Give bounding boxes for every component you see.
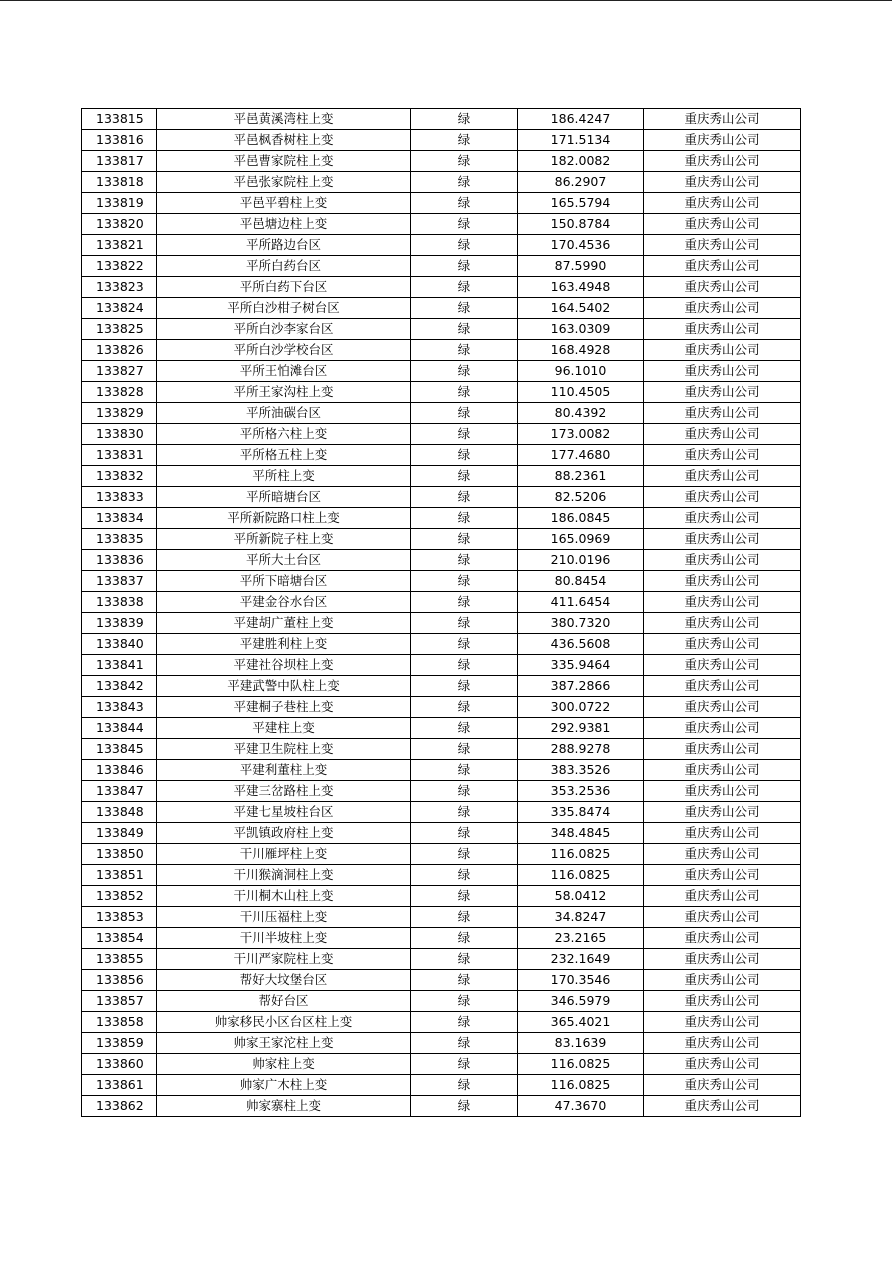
cell-value: 173.0082 [518, 424, 644, 445]
cell-company: 重庆秀山公司 [644, 1096, 801, 1117]
cell-id: 133840 [82, 634, 157, 655]
cell-name: 平所新院路口柱上变 [157, 508, 411, 529]
cell-type: 绿 [411, 256, 518, 277]
cell-value: 165.5794 [518, 193, 644, 214]
table-row [82, 109, 801, 130]
cell-company: 重庆秀山公司 [644, 382, 801, 403]
cell-company: 重庆秀山公司 [644, 256, 801, 277]
cell-name: 平所新院子柱上变 [157, 529, 411, 550]
cell-name: 平建七星坡柱台区 [157, 802, 411, 823]
table-row [82, 676, 801, 697]
cell-company: 重庆秀山公司 [644, 655, 801, 676]
cell-id: 133847 [82, 781, 157, 802]
cell-name: 平所白沙学校台区 [157, 340, 411, 361]
table-row [82, 424, 801, 445]
cell-id: 133838 [82, 592, 157, 613]
cell-type: 绿 [411, 592, 518, 613]
cell-type: 绿 [411, 865, 518, 886]
table-row [82, 487, 801, 508]
cell-name: 平建社谷坝柱上变 [157, 655, 411, 676]
cell-value: 288.9278 [518, 739, 644, 760]
cell-id: 133817 [82, 151, 157, 172]
cell-name: 平所白沙柑子树台区 [157, 298, 411, 319]
cell-company: 重庆秀山公司 [644, 676, 801, 697]
cell-value: 80.8454 [518, 571, 644, 592]
cell-type: 绿 [411, 928, 518, 949]
cell-id: 133851 [82, 865, 157, 886]
cell-name: 平所格六柱上变 [157, 424, 411, 445]
cell-company: 重庆秀山公司 [644, 445, 801, 466]
table-row [82, 403, 801, 424]
table-body [82, 109, 801, 1117]
cell-company: 重庆秀山公司 [644, 508, 801, 529]
table-row [82, 445, 801, 466]
cell-value: 88.2361 [518, 466, 644, 487]
cell-id: 133850 [82, 844, 157, 865]
cell-name: 帅家寨柱上变 [157, 1096, 411, 1117]
cell-company: 重庆秀山公司 [644, 340, 801, 361]
cell-type: 绿 [411, 1096, 518, 1117]
cell-name: 平邑塘边柱上变 [157, 214, 411, 235]
table-row [82, 949, 801, 970]
table-row [82, 256, 801, 277]
cell-type: 绿 [411, 823, 518, 844]
cell-type: 绿 [411, 802, 518, 823]
cell-type: 绿 [411, 613, 518, 634]
cell-company: 重庆秀山公司 [644, 592, 801, 613]
cell-type: 绿 [411, 445, 518, 466]
table-row [82, 655, 801, 676]
cell-value: 346.5979 [518, 991, 644, 1012]
cell-value: 365.4021 [518, 1012, 644, 1033]
cell-type: 绿 [411, 424, 518, 445]
cell-id: 133857 [82, 991, 157, 1012]
cell-value: 150.8784 [518, 214, 644, 235]
cell-name: 平建武警中队柱上变 [157, 676, 411, 697]
cell-type: 绿 [411, 718, 518, 739]
cell-type: 绿 [411, 676, 518, 697]
cell-company: 重庆秀山公司 [644, 718, 801, 739]
cell-company: 重庆秀山公司 [644, 109, 801, 130]
cell-company: 重庆秀山公司 [644, 697, 801, 718]
cell-value: 232.1649 [518, 949, 644, 970]
cell-type: 绿 [411, 382, 518, 403]
cell-value: 23.2165 [518, 928, 644, 949]
cell-id: 133828 [82, 382, 157, 403]
cell-company: 重庆秀山公司 [644, 277, 801, 298]
cell-value: 168.4928 [518, 340, 644, 361]
cell-id: 133841 [82, 655, 157, 676]
cell-value: 116.0825 [518, 844, 644, 865]
table-row [82, 277, 801, 298]
cell-name: 平所路边台区 [157, 235, 411, 256]
table-row [82, 592, 801, 613]
cell-name: 干川猴滴洞柱上变 [157, 865, 411, 886]
cell-value: 300.0722 [518, 697, 644, 718]
cell-name: 帅家柱上变 [157, 1054, 411, 1075]
cell-name: 平邑曹家院柱上变 [157, 151, 411, 172]
cell-name: 帮好大坟堡台区 [157, 970, 411, 991]
cell-name: 平所白药下台区 [157, 277, 411, 298]
cell-name: 平所柱上变 [157, 466, 411, 487]
cell-type: 绿 [411, 235, 518, 256]
cell-name: 平凯镇政府柱上变 [157, 823, 411, 844]
cell-id: 133860 [82, 1054, 157, 1075]
table-row [82, 844, 801, 865]
cell-value: 58.0412 [518, 886, 644, 907]
cell-type: 绿 [411, 109, 518, 130]
cell-value: 165.0969 [518, 529, 644, 550]
cell-company: 重庆秀山公司 [644, 823, 801, 844]
cell-company: 重庆秀山公司 [644, 970, 801, 991]
cell-name: 平邑枫香树柱上变 [157, 130, 411, 151]
cell-type: 绿 [411, 340, 518, 361]
table-row [82, 130, 801, 151]
cell-id: 133844 [82, 718, 157, 739]
cell-company: 重庆秀山公司 [644, 634, 801, 655]
cell-type: 绿 [411, 277, 518, 298]
cell-id: 133842 [82, 676, 157, 697]
cell-name: 帅家移民小区台区柱上变 [157, 1012, 411, 1033]
table-row [82, 550, 801, 571]
cell-value: 116.0825 [518, 865, 644, 886]
table-row [82, 928, 801, 949]
cell-value: 411.6454 [518, 592, 644, 613]
cell-type: 绿 [411, 571, 518, 592]
cell-name: 平所王怕滩台区 [157, 361, 411, 382]
cell-type: 绿 [411, 214, 518, 235]
table-row [82, 235, 801, 256]
cell-value: 163.4948 [518, 277, 644, 298]
table-row [82, 697, 801, 718]
cell-id: 133819 [82, 193, 157, 214]
cell-id: 133835 [82, 529, 157, 550]
table-row [82, 214, 801, 235]
cell-name: 平建卫生院柱上变 [157, 739, 411, 760]
cell-type: 绿 [411, 193, 518, 214]
cell-id: 133820 [82, 214, 157, 235]
table-row [82, 865, 801, 886]
cell-id: 133832 [82, 466, 157, 487]
cell-name: 干川压福柱上变 [157, 907, 411, 928]
cell-value: 383.3526 [518, 760, 644, 781]
cell-value: 47.3670 [518, 1096, 644, 1117]
cell-company: 重庆秀山公司 [644, 193, 801, 214]
cell-id: 133859 [82, 1033, 157, 1054]
cell-name: 干川严家院柱上变 [157, 949, 411, 970]
cell-name: 平邑平碧柱上变 [157, 193, 411, 214]
cell-company: 重庆秀山公司 [644, 214, 801, 235]
table-row [82, 193, 801, 214]
cell-name: 平所暗塘台区 [157, 487, 411, 508]
cell-name: 平邑黄溪湾柱上变 [157, 109, 411, 130]
cell-value: 96.1010 [518, 361, 644, 382]
table-row [82, 298, 801, 319]
table-row [82, 718, 801, 739]
cell-id: 133833 [82, 487, 157, 508]
cell-id: 133837 [82, 571, 157, 592]
cell-id: 133816 [82, 130, 157, 151]
cell-name: 干川雁坪柱上变 [157, 844, 411, 865]
cell-type: 绿 [411, 298, 518, 319]
cell-id: 133861 [82, 1075, 157, 1096]
cell-name: 平邑张家院柱上变 [157, 172, 411, 193]
cell-type: 绿 [411, 970, 518, 991]
cell-company: 重庆秀山公司 [644, 886, 801, 907]
table-row [82, 970, 801, 991]
cell-value: 163.0309 [518, 319, 644, 340]
cell-value: 82.5206 [518, 487, 644, 508]
table-row [82, 1012, 801, 1033]
cell-id: 133846 [82, 760, 157, 781]
cell-value: 164.5402 [518, 298, 644, 319]
cell-company: 重庆秀山公司 [644, 739, 801, 760]
cell-id: 133848 [82, 802, 157, 823]
cell-value: 387.2866 [518, 676, 644, 697]
cell-id: 133830 [82, 424, 157, 445]
cell-id: 133826 [82, 340, 157, 361]
table-row [82, 508, 801, 529]
cell-type: 绿 [411, 508, 518, 529]
cell-name: 平所下暗塘台区 [157, 571, 411, 592]
cell-company: 重庆秀山公司 [644, 130, 801, 151]
cell-id: 133829 [82, 403, 157, 424]
cell-id: 133822 [82, 256, 157, 277]
cell-value: 210.0196 [518, 550, 644, 571]
cell-company: 重庆秀山公司 [644, 1012, 801, 1033]
cell-value: 292.9381 [518, 718, 644, 739]
table-row [82, 466, 801, 487]
table-row [82, 1054, 801, 1075]
table-row [82, 886, 801, 907]
cell-type: 绿 [411, 1054, 518, 1075]
cell-company: 重庆秀山公司 [644, 466, 801, 487]
cell-name: 平所白沙李家台区 [157, 319, 411, 340]
cell-name: 帮好台区 [157, 991, 411, 1012]
cell-id: 133825 [82, 319, 157, 340]
cell-company: 重庆秀山公司 [644, 1033, 801, 1054]
table-row [82, 319, 801, 340]
cell-type: 绿 [411, 466, 518, 487]
cell-id: 133843 [82, 697, 157, 718]
table-row [82, 1075, 801, 1096]
cell-id: 133854 [82, 928, 157, 949]
table-row [82, 571, 801, 592]
cell-type: 绿 [411, 403, 518, 424]
cell-company: 重庆秀山公司 [644, 298, 801, 319]
table-row [82, 991, 801, 1012]
cell-company: 重庆秀山公司 [644, 613, 801, 634]
cell-value: 170.3546 [518, 970, 644, 991]
cell-company: 重庆秀山公司 [644, 151, 801, 172]
cell-value: 335.9464 [518, 655, 644, 676]
cell-company: 重庆秀山公司 [644, 571, 801, 592]
cell-name: 帅家广木柱上变 [157, 1075, 411, 1096]
cell-type: 绿 [411, 634, 518, 655]
cell-name: 干川桐木山柱上变 [157, 886, 411, 907]
cell-type: 绿 [411, 781, 518, 802]
cell-name: 平建三岔路柱上变 [157, 781, 411, 802]
cell-type: 绿 [411, 1012, 518, 1033]
table-row [82, 823, 801, 844]
table-row [82, 781, 801, 802]
cell-type: 绿 [411, 1075, 518, 1096]
cell-value: 34.8247 [518, 907, 644, 928]
table-row [82, 151, 801, 172]
cell-name: 帅家王家沱柱上变 [157, 1033, 411, 1054]
cell-type: 绿 [411, 529, 518, 550]
cell-company: 重庆秀山公司 [644, 949, 801, 970]
cell-name: 平建柱上变 [157, 718, 411, 739]
cell-value: 177.4680 [518, 445, 644, 466]
cell-type: 绿 [411, 172, 518, 193]
cell-company: 重庆秀山公司 [644, 928, 801, 949]
cell-company: 重庆秀山公司 [644, 550, 801, 571]
table-row [82, 760, 801, 781]
cell-value: 80.4392 [518, 403, 644, 424]
cell-id: 133845 [82, 739, 157, 760]
table-row [82, 802, 801, 823]
cell-company: 重庆秀山公司 [644, 991, 801, 1012]
cell-id: 133824 [82, 298, 157, 319]
cell-company: 重庆秀山公司 [644, 760, 801, 781]
cell-company: 重庆秀山公司 [644, 865, 801, 886]
cell-type: 绿 [411, 991, 518, 1012]
table-row [82, 634, 801, 655]
cell-name: 平建利董柱上变 [157, 760, 411, 781]
cell-value: 186.4247 [518, 109, 644, 130]
cell-name: 平所格五柱上变 [157, 445, 411, 466]
cell-id: 133827 [82, 361, 157, 382]
table-row [82, 382, 801, 403]
cell-value: 86.2907 [518, 172, 644, 193]
cell-value: 348.4845 [518, 823, 644, 844]
cell-name: 平建胜利柱上变 [157, 634, 411, 655]
cell-type: 绿 [411, 319, 518, 340]
cell-name: 平建桐子巷柱上变 [157, 697, 411, 718]
data-table [81, 108, 801, 1117]
cell-type: 绿 [411, 886, 518, 907]
cell-name: 平所王家沟柱上变 [157, 382, 411, 403]
cell-company: 重庆秀山公司 [644, 403, 801, 424]
table-row [82, 529, 801, 550]
cell-id: 133834 [82, 508, 157, 529]
cell-id: 133839 [82, 613, 157, 634]
cell-id: 133852 [82, 886, 157, 907]
cell-name: 干川半坡柱上变 [157, 928, 411, 949]
cell-type: 绿 [411, 907, 518, 928]
cell-name: 平建金谷水台区 [157, 592, 411, 613]
cell-company: 重庆秀山公司 [644, 907, 801, 928]
cell-type: 绿 [411, 1033, 518, 1054]
table-row [82, 1096, 801, 1117]
cell-company: 重庆秀山公司 [644, 1075, 801, 1096]
cell-type: 绿 [411, 130, 518, 151]
cell-type: 绿 [411, 844, 518, 865]
cell-value: 87.5990 [518, 256, 644, 277]
page-top-border [0, 0, 892, 1]
cell-id: 133821 [82, 235, 157, 256]
cell-company: 重庆秀山公司 [644, 802, 801, 823]
cell-type: 绿 [411, 697, 518, 718]
cell-value: 83.1639 [518, 1033, 644, 1054]
cell-value: 436.5608 [518, 634, 644, 655]
cell-id: 133836 [82, 550, 157, 571]
table-row [82, 613, 801, 634]
cell-company: 重庆秀山公司 [644, 424, 801, 445]
cell-value: 186.0845 [518, 508, 644, 529]
table-row [82, 1033, 801, 1054]
table-row [82, 172, 801, 193]
cell-id: 133815 [82, 109, 157, 130]
cell-company: 重庆秀山公司 [644, 1054, 801, 1075]
cell-company: 重庆秀山公司 [644, 361, 801, 382]
cell-value: 335.8474 [518, 802, 644, 823]
cell-id: 133856 [82, 970, 157, 991]
cell-value: 110.4505 [518, 382, 644, 403]
cell-name: 平建胡广董柱上变 [157, 613, 411, 634]
cell-company: 重庆秀山公司 [644, 781, 801, 802]
cell-type: 绿 [411, 655, 518, 676]
cell-id: 133855 [82, 949, 157, 970]
cell-type: 绿 [411, 949, 518, 970]
cell-id: 133849 [82, 823, 157, 844]
cell-value: 182.0082 [518, 151, 644, 172]
cell-type: 绿 [411, 550, 518, 571]
cell-company: 重庆秀山公司 [644, 487, 801, 508]
cell-value: 170.4536 [518, 235, 644, 256]
cell-value: 353.2536 [518, 781, 644, 802]
table-row [82, 739, 801, 760]
cell-value: 171.5134 [518, 130, 644, 151]
cell-name: 平所油碳台区 [157, 403, 411, 424]
cell-type: 绿 [411, 739, 518, 760]
cell-id: 133862 [82, 1096, 157, 1117]
cell-type: 绿 [411, 487, 518, 508]
cell-id: 133858 [82, 1012, 157, 1033]
cell-value: 116.0825 [518, 1075, 644, 1096]
cell-company: 重庆秀山公司 [644, 844, 801, 865]
cell-company: 重庆秀山公司 [644, 529, 801, 550]
cell-name: 平所大土台区 [157, 550, 411, 571]
table-row [82, 907, 801, 928]
cell-id: 133853 [82, 907, 157, 928]
cell-type: 绿 [411, 151, 518, 172]
cell-id: 133831 [82, 445, 157, 466]
cell-value: 116.0825 [518, 1054, 644, 1075]
cell-id: 133823 [82, 277, 157, 298]
cell-id: 133818 [82, 172, 157, 193]
cell-company: 重庆秀山公司 [644, 319, 801, 340]
cell-type: 绿 [411, 361, 518, 382]
cell-company: 重庆秀山公司 [644, 235, 801, 256]
cell-type: 绿 [411, 760, 518, 781]
cell-name: 平所白药台区 [157, 256, 411, 277]
cell-value: 380.7320 [518, 613, 644, 634]
cell-company: 重庆秀山公司 [644, 172, 801, 193]
table-row [82, 340, 801, 361]
table-row [82, 361, 801, 382]
